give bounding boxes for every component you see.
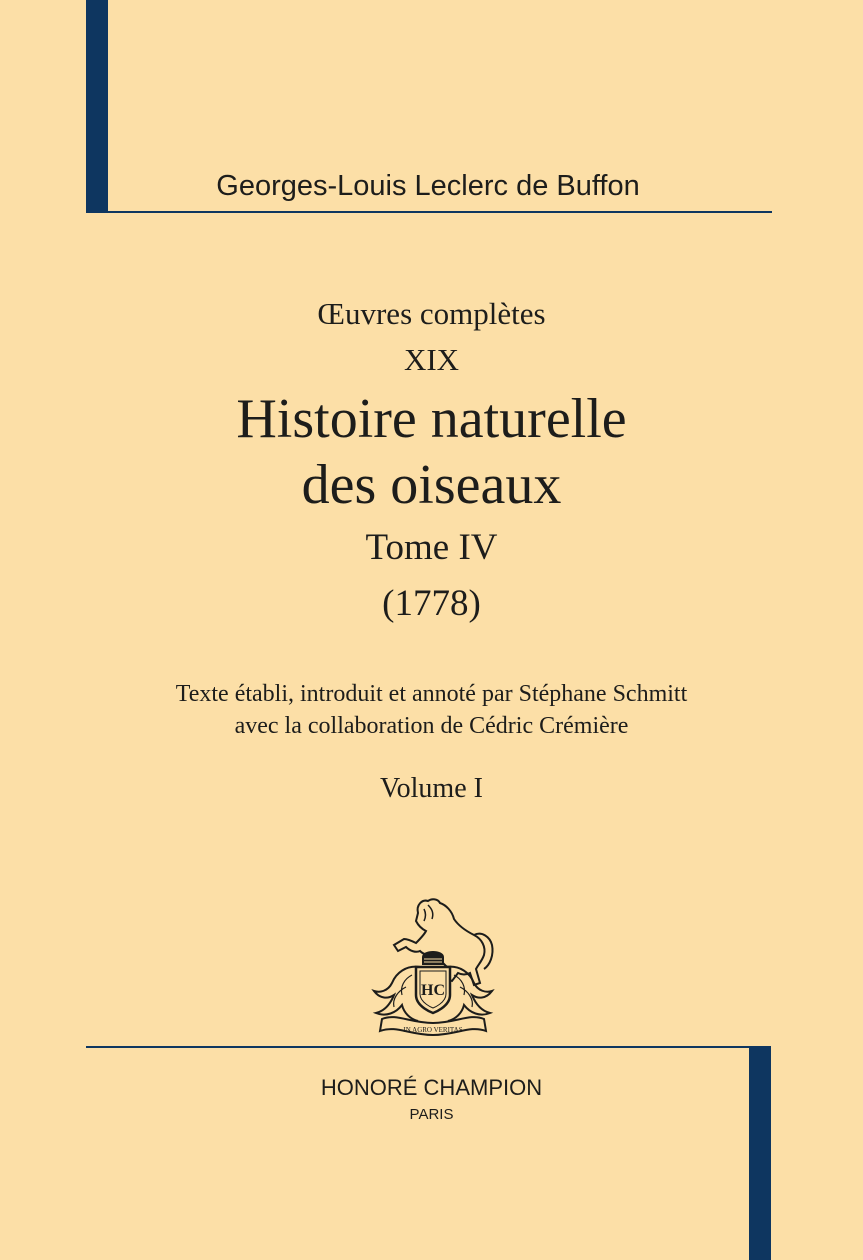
volume-label: Volume I xyxy=(380,773,483,804)
publisher-name: HONORÉ CHAMPION xyxy=(320,1075,543,1100)
editor-credit: Texte établi, introduit et annoté par Stéphane Schmitt xyxy=(175,681,688,707)
series-title: Œuvres complètes xyxy=(317,296,546,331)
top-divider-rule xyxy=(108,211,772,213)
author-name: Georges-Louis Leclerc de Buffon xyxy=(216,170,640,202)
logo-motto: IN AGRO VERITAS xyxy=(403,1026,463,1034)
book-title-line1: Histoire naturelle xyxy=(236,388,627,450)
logo-monogram: HC xyxy=(421,982,445,999)
horse-crest-icon xyxy=(366,895,500,1045)
series-number: XIX xyxy=(403,342,460,377)
publisher-city: PARIS xyxy=(409,1106,454,1123)
top-accent-bar xyxy=(86,0,108,213)
collaborator-credit: avec la collaboration de Cédric Crémière xyxy=(234,713,629,739)
publication-year: (1778) xyxy=(382,583,481,624)
tome-label: Tome IV xyxy=(365,527,498,568)
bottom-divider-rule xyxy=(86,1046,750,1048)
book-title-line2: des oiseaux xyxy=(301,454,562,516)
